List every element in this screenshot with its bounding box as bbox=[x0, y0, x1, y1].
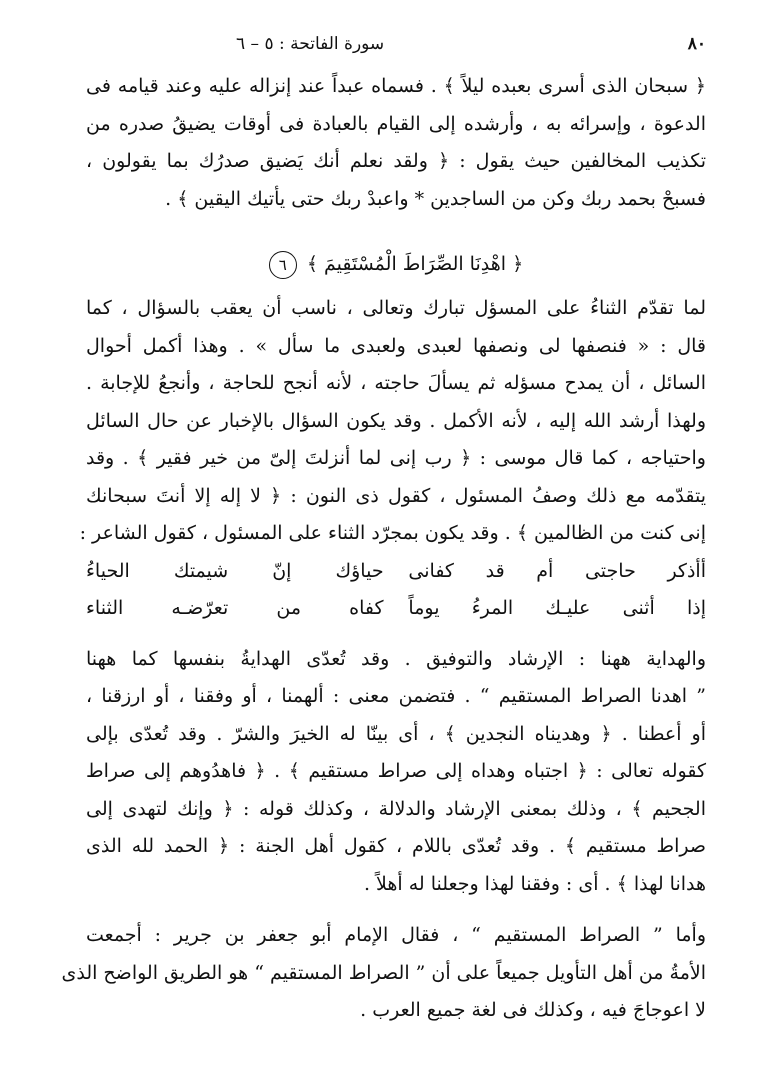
poem-hemistich-right: إذا أثنى عليـك المرءُ يوماً bbox=[408, 596, 706, 619]
text-line: الجحيم ﴾ ، وذلك بمعنى الإرشاد والدلالة ، وكذلك قوله : ﴿ وإنك لتهدى إلى bbox=[86, 797, 706, 820]
verse-text: ﴿ اهْدِنَا الصِّرَاطَ الْمُسْتَقِيمَ ﴾ bbox=[306, 253, 524, 275]
poem-hemistich-right: أأذكر حاجتى أم قد كفانى bbox=[408, 559, 706, 582]
text-line: قال : « فنصفها لى ونصفها لعبدى ولعبدى ما سأل » . وهذا أكمل أحوال bbox=[86, 334, 706, 357]
poem-hemistich-left: حياؤك إنّ شيمتك الحياءُ bbox=[86, 559, 384, 582]
poem bbox=[86, 553, 706, 627]
text-line: هدانا لهذا ﴾ . أى : وفقنا لهذا وجعلنا له أهلاً . bbox=[363, 872, 706, 895]
verse-heading bbox=[86, 244, 706, 284]
surah-reference: سورة الفاتحة : ٥ – ٦ bbox=[236, 34, 385, 54]
verse-number-circle: ٦ bbox=[269, 251, 297, 279]
page-number: ٨٠ bbox=[687, 34, 706, 54]
text-line: الأمةُ من أهل التأويل جميعاً على أن ” الصراط المستقيم “ هو الطريق الواضح الذى bbox=[61, 961, 706, 984]
poem-verse bbox=[86, 553, 706, 590]
text-line: كقوله تعالى : ﴿ اجتباه وهداه إلى صراط مستقيم ﴾ . ﴿ فاهدُوهم إلى صراط bbox=[86, 760, 706, 782]
page bbox=[61, 34, 706, 1030]
text-line: ” اهدنا الصراط المستقيم “ . فتضمن معنى : ألهمنا ، أو وفقنا ، أو ارزقنا ، bbox=[86, 685, 706, 707]
commentary-paragraph-1 bbox=[79, 290, 706, 553]
text-line: الدعوة ، وإسرائه به ، وأرشده إلى القيام بالعبادة فى أوقات يضيقُ صدره من bbox=[86, 112, 706, 135]
text-line: تكذيب المخالفين حيث يقول : ﴿ ولقد نعلم أنك يَضيق صدرُك بما يقولون ، bbox=[86, 150, 706, 172]
text-line: وأما ” الصراط المستقيم “ ، فقال الإمام أبو جعفر بن جرير : أجمعت bbox=[86, 924, 706, 946]
text-line: لما تقدّم الثناءُ على المسؤل تبارك وتعالى ، ناسب أن يعقب بالسؤال ، كما bbox=[86, 297, 706, 319]
text-line: السائل ، أن يمدح مسؤله ثم يسألَ حاجته ، لأنه أنجح للحاجة ، وأنجعُ للإجابة . bbox=[86, 372, 706, 394]
text-line: ولهذا أرشد الله إليه ، لأنه الأكمل . وقد يكون السؤال بالإخبار عن حال السائل bbox=[86, 409, 706, 432]
poem-hemistich-left: كفاه من تعرّضـه الثناء bbox=[86, 596, 384, 619]
text-line: إنى كنت من الظالمين ﴾ . وقد يكون بمجرّد الثناء على المسئول ، كقول الشاعر : bbox=[79, 522, 706, 544]
commentary-paragraph-3 bbox=[61, 917, 706, 1030]
text-line: يتقدّمه مع ذلك وصفُ المسئول ، كقول ذى النون : ﴿ لا إله إلا أنتَ سبحانك bbox=[86, 484, 706, 507]
poem-verse bbox=[86, 590, 706, 627]
text-line: فسبحْ بحمد ربك وكن من الساجدين * واعبدْ ربك حتى يأتيك اليقين ﴾ . bbox=[165, 187, 706, 210]
text-line: ﴿ سبحان الذى أسرى بعبده ليلاً ﴾ . فسماه عبداً عند إنزاله عليه وعند قيامه فى bbox=[86, 75, 706, 97]
text-line: واحتياجه ، كما قال موسى : ﴿ رب إنى لما أنزلتَ إلىّ من خير فقير ﴾ . وقد bbox=[86, 447, 706, 469]
intro-paragraph bbox=[86, 68, 706, 218]
text-line: صراط مستقيم ﴾ . وقد تُعدّى باللام ، كقول أهل الجنة : ﴿ الحمد لله الذى bbox=[86, 835, 706, 857]
text-line: والهداية ههنا : الإرشاد والتوفيق . وقد تُعدّى الهدايةُ بنفسها كما ههنا bbox=[86, 647, 706, 670]
text-line: لا اعوجاجَ فيه ، وكذلك فى لغة جميع العرب . bbox=[360, 999, 706, 1021]
commentary-paragraph-2 bbox=[86, 641, 706, 904]
page-header bbox=[86, 34, 706, 68]
text-line: أو أعطنا . ﴿ وهديناه النجدين ﴾ ، أى بينّا له الخيرَ والشرّ . وقد تُعدّى بإلى bbox=[86, 722, 706, 745]
